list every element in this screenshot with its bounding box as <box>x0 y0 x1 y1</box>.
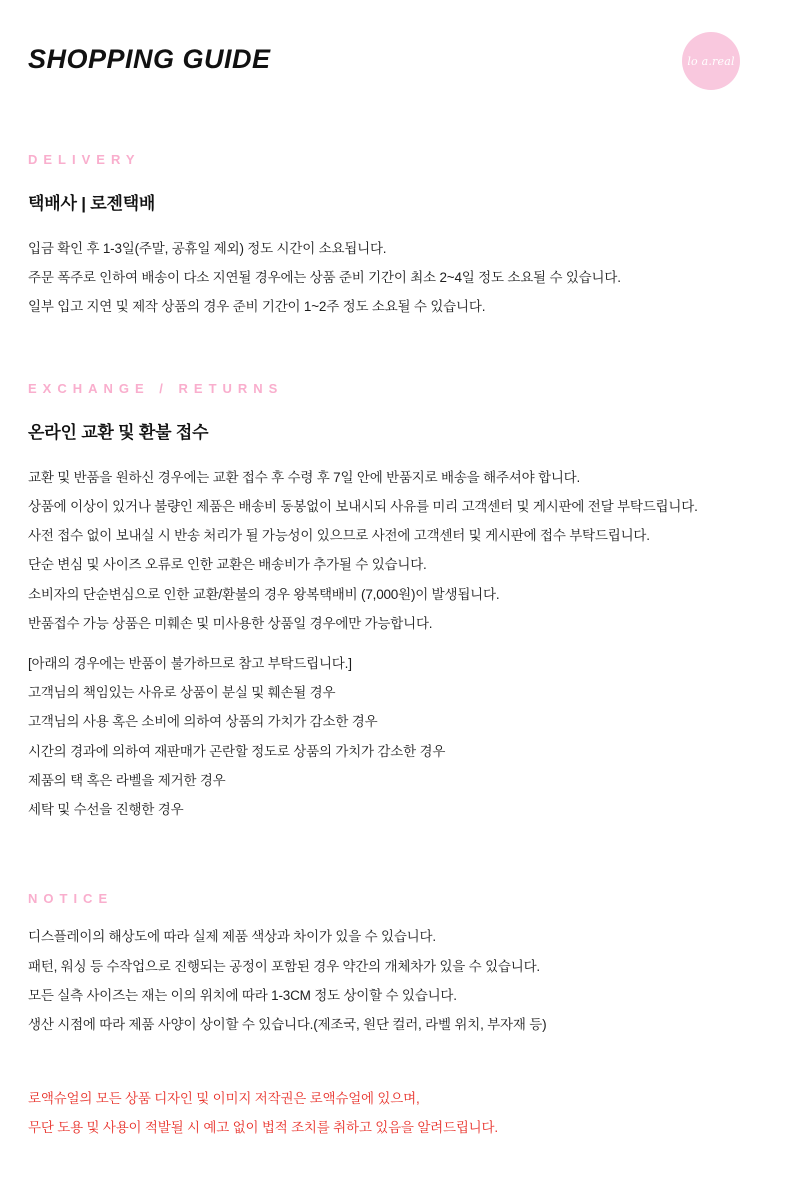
section-label-notice: NOTICE <box>28 891 114 907</box>
exchange-line: 교환 및 반품을 원하신 경우에는 교환 접수 후 수령 후 7일 안에 반품지로 배송을 해주셔야 합니다. <box>28 469 581 485</box>
restriction-line: 세탁 및 수선을 진행한 경우 <box>28 802 184 818</box>
page-title: SHOPPING GUIDE <box>28 44 271 74</box>
brand-logo-text: lo a.real <box>687 54 735 68</box>
restriction-line: [아래의 경우에는 반품이 불가하므로 참고 부탁드립니다.] <box>28 655 352 671</box>
section-label-exchange: EXCHANGE / RETURNS <box>28 380 284 396</box>
exchange-line: 소비자의 단순변심으로 인한 교환/환불의 경우 왕복택배비 (7,000원)이 발생됩니다. <box>28 586 500 602</box>
delivery-line: 일부 입고 지연 및 제작 상품의 경우 준비 기간이 1~2주 정도 소요될 수 있습니다. <box>28 299 486 315</box>
notice-line: 패턴, 워싱 등 수작업으로 진행되는 공정이 포함된 경우 약간의 개체차가 있을 수 있습니다. <box>28 958 540 974</box>
exchange-body <box>28 469 772 633</box>
delivery-line: 입금 확인 후 1-3일(주말, 공휴일 제외) 정도 시간이 소요됩니다. <box>28 241 387 256</box>
section-notice <box>28 891 772 1034</box>
restriction-line: 고객님의 사용 혹은 소비에 의하여 상품의 가치가 감소한 경우 <box>28 714 378 730</box>
page-header <box>28 0 772 108</box>
restriction-line: 시간의 경과에 의하여 재판매가 곤란할 정도로 상품의 가치가 감소한 경우 <box>28 743 446 759</box>
exchange-line: 반품접수 가능 상품은 미훼손 및 미사용한 상품일 경우에만 가능합니다. <box>28 615 433 631</box>
restriction-line: 제품의 택 혹은 라벨을 제거한 경우 <box>28 772 226 788</box>
brand-logo-badge <box>682 32 740 90</box>
section-heading-delivery: 택배사 | 로젠택배 <box>28 194 156 213</box>
exchange-restrictions <box>28 655 772 819</box>
copyright-line: 무단 도용 및 사용이 적발될 시 예고 없이 법적 조치를 취하고 있음을 알려드립니다. <box>28 1120 498 1136</box>
copyright-line: 로액슈얼의 모든 상품 디자인 및 이미지 저작권은 로액슈얼에 있으며, <box>28 1091 420 1107</box>
copyright-notice <box>28 1090 772 1137</box>
section-heading-exchange: 온라인 교환 및 환불 접수 <box>28 422 209 442</box>
section-label-delivery: DELIVERY <box>28 152 141 167</box>
restriction-line: 고객님의 책임있는 사유로 상품이 분실 및 훼손될 경우 <box>28 685 336 701</box>
section-delivery <box>28 152 772 317</box>
exchange-line: 사전 접수 없이 보내실 시 반송 처리가 될 가능성이 있으므로 사전에 고객센터 및 게시판에 접수 부탁드립니다. <box>28 528 650 544</box>
section-exchange-returns <box>28 381 772 820</box>
notice-body <box>28 928 772 1034</box>
delivery-body <box>28 240 772 317</box>
exchange-line: 상품에 이상이 있거나 불량인 제품은 배송비 동봉없이 보내시되 사유를 미리 고객센터 및 게시판에 전달 부탁드립니다. <box>28 498 698 514</box>
delivery-line: 주문 폭주로 인하여 배송이 다소 지연될 경우에는 상품 준비 기간이 최소 2~4일 정도 소요될 수 있습니다. <box>28 270 621 286</box>
notice-line: 생산 시점에 따라 제품 사양이 상이할 수 있습니다.(제조국, 원단 컬러, 라벨 위치, 부자재 등) <box>28 1016 547 1032</box>
notice-line: 디스플레이의 해상도에 따라 실제 제품 색상과 차이가 있을 수 있습니다. <box>28 929 436 945</box>
notice-line: 모든 실측 사이즈는 재는 이의 위치에 따라 1-3CM 정도 상이할 수 있습니다. <box>28 987 457 1003</box>
exchange-line: 단순 변심 및 사이즈 오류로 인한 교환은 배송비가 추가될 수 있습니다. <box>28 557 427 573</box>
